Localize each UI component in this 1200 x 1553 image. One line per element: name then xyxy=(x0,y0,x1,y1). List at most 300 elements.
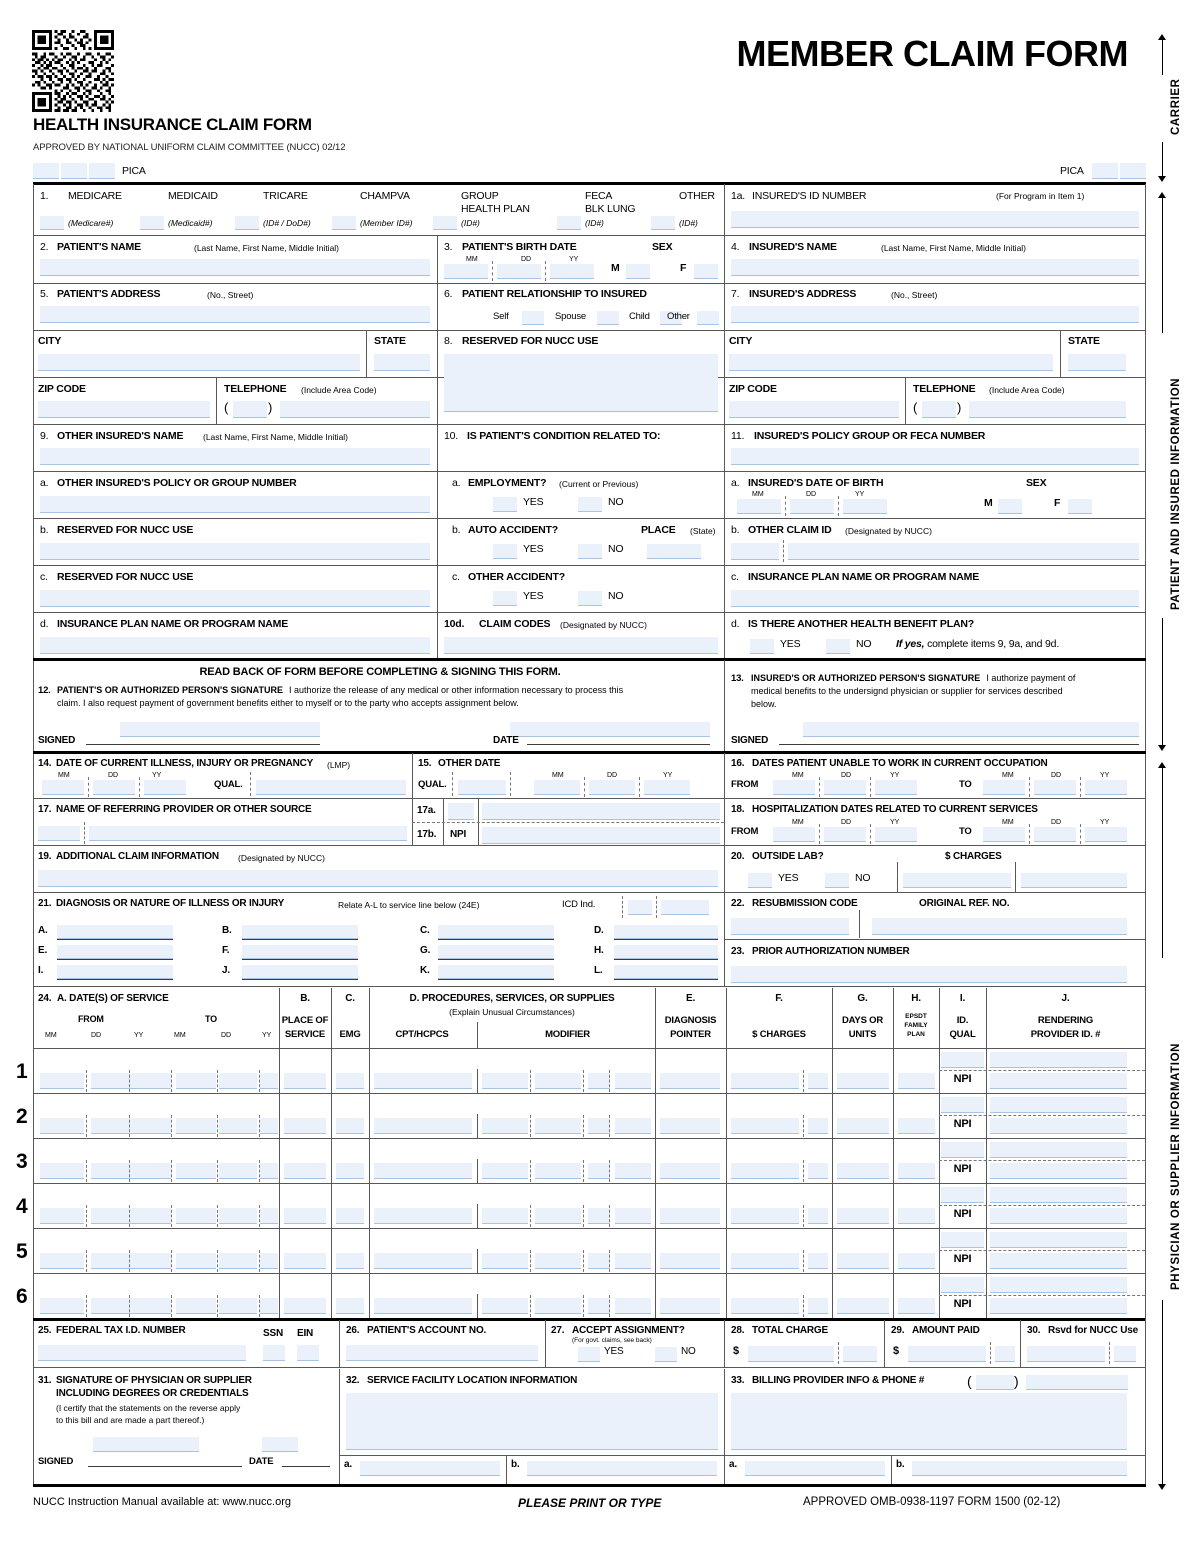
item11-policy-group-input[interactable] xyxy=(731,448,1139,465)
service-row-modifier-input[interactable] xyxy=(615,1298,651,1314)
item17a-qualifier-input[interactable] xyxy=(448,803,474,820)
item16-to-dd-input[interactable] xyxy=(1034,780,1076,795)
item15-dd-input[interactable] xyxy=(589,780,635,795)
service-row-modifier-input[interactable] xyxy=(482,1208,528,1224)
service-row-charges-cents-input[interactable] xyxy=(808,1253,828,1269)
item5-tel-number-input[interactable] xyxy=(280,401,430,418)
item6-number: 6. xyxy=(444,288,453,300)
item6-self-checkbox[interactable] xyxy=(522,311,544,325)
service-row-date-input[interactable] xyxy=(260,1298,278,1314)
item33b-other-id-input[interactable] xyxy=(912,1461,1127,1476)
service-row-modifier-input[interactable] xyxy=(482,1118,528,1134)
item20-charges-dollars-input[interactable] xyxy=(903,873,1011,888)
item24-col-G-letter: G. xyxy=(857,993,868,1004)
item13-text-line1: I authorize payment of xyxy=(986,673,1076,683)
service-row-epsdt-input[interactable] xyxy=(898,1208,935,1224)
service-row-days-units-input[interactable] xyxy=(837,1118,889,1134)
sig-col-split xyxy=(724,660,725,751)
pica-left-box-2[interactable] xyxy=(61,163,87,179)
item12-signed-input[interactable] xyxy=(120,722,320,737)
item30-reserved-input-2[interactable] xyxy=(1114,1346,1136,1362)
service-row-charges-dollars-input[interactable] xyxy=(731,1073,799,1089)
item14-mm-input[interactable] xyxy=(42,780,84,795)
item4-insured-name-input[interactable] xyxy=(731,259,1139,276)
service-row-date-input[interactable] xyxy=(40,1298,84,1314)
service-row-col-divider xyxy=(279,1228,280,1273)
service-row-date-input[interactable] xyxy=(40,1253,84,1269)
service-row-charges-cents-input[interactable] xyxy=(808,1163,828,1179)
service-row-date-input[interactable] xyxy=(40,1073,84,1089)
service-row-modifier-input[interactable] xyxy=(588,1298,610,1314)
item13-signed-input[interactable] xyxy=(803,722,1139,737)
item9c-reserved-input[interactable] xyxy=(40,590,430,607)
item11b-other-claim-id-input[interactable] xyxy=(788,543,1139,560)
item12-date-input[interactable] xyxy=(510,722,710,737)
service-row-epsdt-input[interactable] xyxy=(898,1298,935,1314)
pica-left-box-3[interactable] xyxy=(89,163,115,179)
item1-feca-checkbox[interactable] xyxy=(557,216,581,230)
service-row-diagnosis-pointer-input[interactable] xyxy=(660,1208,720,1224)
item27-number: 27. xyxy=(551,1325,565,1336)
item2-patient-name-input[interactable] xyxy=(40,259,430,276)
service-row-rendering-provider-input[interactable] xyxy=(990,1208,1127,1224)
service-row-col-divider xyxy=(893,1093,894,1138)
item5-state-input[interactable] xyxy=(374,354,430,371)
service-row-date-input[interactable] xyxy=(219,1163,257,1179)
service-row-days-units-input[interactable] xyxy=(837,1253,889,1269)
item18-to-yy-input[interactable] xyxy=(1085,827,1127,842)
item5-tel-area-input[interactable] xyxy=(233,401,267,418)
service-row-modifier-input[interactable] xyxy=(588,1118,610,1134)
service-row-emg-input[interactable] xyxy=(336,1253,364,1269)
service-row-cpt-modifier-divider xyxy=(477,1114,478,1138)
item10b-place-state-input[interactable] xyxy=(647,544,701,559)
item33-phone-area-input[interactable] xyxy=(976,1375,1014,1390)
item28-total-cents-input[interactable] xyxy=(843,1346,877,1362)
item11a-sex-male-checkbox[interactable] xyxy=(998,499,1022,514)
item11a-dob-yy-input[interactable] xyxy=(843,499,887,514)
service-row-rendering-provider-input[interactable] xyxy=(990,1163,1127,1179)
rule-r7 xyxy=(33,518,1145,519)
service-row-date-input[interactable] xyxy=(133,1073,171,1089)
service-row-place-of-service-input[interactable] xyxy=(284,1118,326,1134)
service-row-col-divider xyxy=(726,1183,727,1228)
item20-label: OUTSIDE LAB? xyxy=(752,851,824,862)
service-row-diagnosis-pointer-input[interactable] xyxy=(660,1073,720,1089)
item21-icd-ind-input-1[interactable] xyxy=(628,900,652,915)
item29-amount-dollars-input[interactable] xyxy=(908,1346,986,1362)
service-row-date-input[interactable] xyxy=(219,1073,257,1089)
item14-yy-input[interactable] xyxy=(144,780,186,795)
item18-to-mm-label: MM xyxy=(1002,819,1014,826)
item18-from-yy-input[interactable] xyxy=(875,827,917,842)
service-row-cpt-input[interactable] xyxy=(374,1073,472,1089)
service-row-col-divider xyxy=(726,1273,727,1318)
item7-insured-address-input[interactable] xyxy=(731,306,1139,323)
item1-tricare-qual: (ID# / DoD#) xyxy=(263,218,311,228)
item1-medicare-checkbox[interactable] xyxy=(40,216,64,230)
service-row-date-input[interactable] xyxy=(260,1118,278,1134)
item32a-npi-input[interactable] xyxy=(360,1461,500,1476)
service-row-supplemental-qual[interactable] xyxy=(941,1232,984,1248)
item21-code-L-input[interactable] xyxy=(614,965,718,979)
service-row-modifier-input[interactable] xyxy=(615,1118,651,1134)
item24-col-I-letter: I. xyxy=(959,993,966,1004)
service-row-col-divider xyxy=(331,1228,332,1273)
item6-spouse-checkbox[interactable] xyxy=(597,311,619,325)
service-row-charges-cents-input[interactable] xyxy=(808,1298,828,1314)
service-row-days-units-input[interactable] xyxy=(837,1298,889,1314)
item3-birthdate-yy-input[interactable] xyxy=(550,264,594,279)
service-row-date-input[interactable] xyxy=(40,1208,84,1224)
service-row-date-input[interactable] xyxy=(133,1208,171,1224)
pica-right-box-2[interactable] xyxy=(1120,163,1146,179)
item14-dd-input[interactable] xyxy=(93,780,135,795)
service-row-supplemental-qual[interactable] xyxy=(941,1097,984,1113)
service-row-place-of-service-input[interactable] xyxy=(284,1163,326,1179)
service-row-modifier-input[interactable] xyxy=(535,1073,581,1089)
item18-number: 18. xyxy=(731,804,745,815)
item27-yes-checkbox[interactable] xyxy=(578,1347,600,1362)
service-row-supplemental-id[interactable] xyxy=(990,1232,1127,1248)
item9d-plan-name-input[interactable] xyxy=(40,637,430,654)
service-row-modifier-input[interactable] xyxy=(615,1253,651,1269)
service-row-modifier-input[interactable] xyxy=(588,1163,610,1179)
service-row-modifier-input[interactable] xyxy=(535,1118,581,1134)
item10c-no-checkbox[interactable] xyxy=(578,591,602,606)
item9a-policy-input[interactable] xyxy=(40,496,430,513)
item29-amount-cents-input[interactable] xyxy=(995,1346,1015,1362)
service-row-place-of-service-input[interactable] xyxy=(284,1073,326,1089)
service-row-rendering-provider-input[interactable] xyxy=(990,1118,1127,1134)
item32b-other-id-input[interactable] xyxy=(527,1461,717,1476)
service-row-modifier-input[interactable] xyxy=(482,1163,528,1179)
service-row-date-input[interactable] xyxy=(133,1253,171,1269)
service-row-supplemental-id[interactable] xyxy=(990,1097,1127,1113)
service-row-date-input[interactable] xyxy=(219,1253,257,1269)
item12-read-back: READ BACK OF FORM BEFORE COMPLETING & SIGNING THIS FORM. xyxy=(199,666,561,678)
service-row-diagnosis-pointer-input[interactable] xyxy=(660,1163,720,1179)
item16-from-dd-input[interactable] xyxy=(824,780,866,795)
footer-right-text: APPROVED OMB-0938-1197 FORM 1500 (02-12) xyxy=(803,1496,1061,1508)
item16-to-mm-input[interactable] xyxy=(983,780,1025,795)
item14-label: DATE OF CURRENT ILLNESS, INJURY OR PREGNANCY xyxy=(56,758,314,769)
item10d-claim-codes-input[interactable] xyxy=(444,637,718,654)
item5-city-input[interactable] xyxy=(38,354,360,371)
service-row-date-input[interactable] xyxy=(133,1118,171,1134)
service-row-rendering-provider-input[interactable] xyxy=(990,1253,1127,1269)
service-row-modifier-input[interactable] xyxy=(615,1073,651,1089)
item10a-yes-checkbox[interactable] xyxy=(493,497,517,512)
service-row-modifier-input[interactable] xyxy=(588,1208,610,1224)
service-row-modifier-input[interactable] xyxy=(588,1073,610,1089)
item20-yes-checkbox[interactable] xyxy=(748,873,772,888)
service-row-emg-input[interactable] xyxy=(336,1298,364,1314)
item21-code-G-input[interactable] xyxy=(438,945,554,959)
item11d-no-checkbox[interactable] xyxy=(826,639,850,654)
service-row-charges-cents-input[interactable] xyxy=(808,1208,828,1224)
item24-col-H-line2: FAMILY xyxy=(904,1022,928,1029)
item26-account-no-input[interactable] xyxy=(346,1345,538,1361)
service-row-emg-input[interactable] xyxy=(336,1073,364,1089)
item9b-reserved-input[interactable] xyxy=(40,543,430,560)
item28-total-dollars-input[interactable] xyxy=(748,1346,834,1362)
service-row-modifier-input[interactable] xyxy=(535,1298,581,1314)
item1a-insured-id-input[interactable] xyxy=(731,211,1139,228)
item11a-sex-female-checkbox[interactable] xyxy=(1068,499,1092,514)
item25-ein-checkbox[interactable] xyxy=(297,1345,319,1361)
item7-city-input[interactable] xyxy=(729,354,1053,371)
service-row-date-input[interactable] xyxy=(176,1298,216,1314)
item20-no-checkbox[interactable] xyxy=(825,873,849,888)
item32-facility-location-input[interactable] xyxy=(346,1393,718,1450)
item24-col-C-letter: C. xyxy=(345,993,355,1004)
item21-code-H-input[interactable] xyxy=(614,945,718,959)
item7-hint: (No., Street) xyxy=(891,290,938,300)
service-row-date-input[interactable] xyxy=(260,1208,278,1224)
item6-child-label: Child xyxy=(629,311,650,322)
service-row-charges-dollars-input[interactable] xyxy=(731,1118,799,1134)
service-row-emg-input[interactable] xyxy=(336,1208,364,1224)
service-row-modifier-input[interactable] xyxy=(535,1208,581,1224)
service-row-supplemental-id[interactable] xyxy=(990,1277,1127,1293)
item8-reserved-input[interactable] xyxy=(444,354,718,412)
item1-feca-qual: (ID#) xyxy=(585,218,604,228)
item6-spouse-label: Spouse xyxy=(555,311,587,322)
item15-qual-input[interactable] xyxy=(458,780,506,795)
item21-code-D-input[interactable] xyxy=(614,925,718,939)
item11a-yy-label: YY xyxy=(855,491,865,498)
item30-reserved-input-1[interactable] xyxy=(1027,1346,1105,1362)
service-row-col-divider xyxy=(331,1048,332,1093)
item11d-yes-checkbox[interactable] xyxy=(750,639,774,654)
service-row-charges-dollars-input[interactable] xyxy=(731,1253,799,1269)
service-row-emg-input[interactable] xyxy=(336,1163,364,1179)
item33-phone-number-input[interactable] xyxy=(1026,1375,1128,1390)
service-row-cpt-input[interactable] xyxy=(374,1208,472,1224)
service-row-date-input[interactable] xyxy=(176,1118,216,1134)
item10-number: 10. xyxy=(444,430,458,442)
service-row-days-units-input[interactable] xyxy=(837,1208,889,1224)
item31-signed-input[interactable] xyxy=(93,1437,199,1452)
service-row-date-input[interactable] xyxy=(133,1298,171,1314)
item17-qualifier-input[interactable] xyxy=(38,826,80,841)
service-row-modifier-input[interactable] xyxy=(615,1163,651,1179)
service-row-date-input[interactable] xyxy=(260,1253,278,1269)
item18-from-mm-input[interactable] xyxy=(773,827,815,842)
service-row-cpt-input[interactable] xyxy=(374,1253,472,1269)
item1-tricare-checkbox[interactable] xyxy=(235,216,259,230)
service-row-supplemental-qual[interactable] xyxy=(941,1187,984,1203)
service-row-date-input[interactable] xyxy=(260,1073,278,1089)
col-split-upper xyxy=(724,184,725,658)
item18-to-mm-input[interactable] xyxy=(983,827,1025,842)
item6-other-checkbox[interactable] xyxy=(697,311,719,325)
service-row-supplemental-qual[interactable] xyxy=(941,1142,984,1158)
service-row-npi-label: NPI xyxy=(953,1253,972,1265)
service-row-date-input[interactable] xyxy=(176,1208,216,1224)
service-row-date-input[interactable] xyxy=(219,1118,257,1134)
item3-birthdate-dd-input[interactable] xyxy=(497,264,541,279)
item3-birthdate-mm-input[interactable] xyxy=(444,264,488,279)
service-row-place-of-service-input[interactable] xyxy=(284,1298,326,1314)
pica-left-box-1[interactable] xyxy=(33,163,59,179)
col-split-mid xyxy=(437,235,438,658)
service-row-npi-label: NPI xyxy=(953,1073,972,1085)
service-row-modifier-input[interactable] xyxy=(482,1253,528,1269)
col-split-26-27 xyxy=(545,1320,546,1367)
item21-code-J-input[interactable] xyxy=(242,965,358,979)
item22-resubmission-code-input[interactable] xyxy=(731,918,849,935)
service-row-diagnosis-pointer-input[interactable] xyxy=(660,1253,720,1269)
service-row-charges-dollars-input[interactable] xyxy=(731,1298,799,1314)
service-row-emg-input[interactable] xyxy=(336,1118,364,1134)
item16-from-yy-input[interactable] xyxy=(875,780,917,795)
item10a-no-checkbox[interactable] xyxy=(578,497,602,512)
service-row-cpt-input[interactable] xyxy=(374,1163,472,1179)
item33-billing-provider-input[interactable] xyxy=(731,1393,1127,1450)
service-row-cpt-input[interactable] xyxy=(374,1298,472,1314)
service-row-supplemental-qual[interactable] xyxy=(941,1277,984,1293)
service-row-modifier-input[interactable] xyxy=(615,1208,651,1224)
service-row-number: 6 xyxy=(16,1285,28,1308)
item31-date-input[interactable] xyxy=(262,1437,298,1452)
service-row-rendering-provider-input[interactable] xyxy=(990,1073,1127,1089)
item11c-plan-name-input[interactable] xyxy=(731,590,1139,607)
service-row-modifier-input[interactable] xyxy=(482,1298,528,1314)
item1-champva-checkbox[interactable] xyxy=(332,216,356,230)
item27-no-checkbox[interactable] xyxy=(655,1347,677,1362)
service-row-supplemental-id[interactable] xyxy=(990,1187,1127,1203)
item21-code-C-input[interactable] xyxy=(438,925,554,939)
service-row-date-input[interactable] xyxy=(176,1073,216,1089)
item21-code-E-input[interactable] xyxy=(57,945,173,959)
service-row-place-of-service-input[interactable] xyxy=(284,1208,326,1224)
item10b-no-checkbox[interactable] xyxy=(578,544,602,559)
item11a-dob-dd-input[interactable] xyxy=(790,499,834,514)
service-row-date-input[interactable] xyxy=(133,1163,171,1179)
item24-col-F-letter: F. xyxy=(775,993,783,1004)
service-row-epsdt-input[interactable] xyxy=(898,1253,935,1269)
service-row-place-of-service-input[interactable] xyxy=(284,1253,326,1269)
item22-original-ref-input[interactable] xyxy=(872,918,1127,935)
item11a-dob-mm-input[interactable] xyxy=(737,499,781,514)
item14-qual-input[interactable] xyxy=(256,780,406,795)
service-row-epsdt-input[interactable] xyxy=(898,1118,935,1134)
item21-code-I-input[interactable] xyxy=(57,965,173,979)
item9b-number: b. xyxy=(40,524,49,536)
item11b-qualifier-input[interactable] xyxy=(731,543,779,560)
item5-zip-input[interactable] xyxy=(38,401,210,418)
item7-tel-number-input[interactable] xyxy=(969,401,1126,418)
service-row-supplemental-id[interactable] xyxy=(990,1142,1127,1158)
item21-code-K-input[interactable] xyxy=(438,965,554,979)
service-row-col-divider xyxy=(655,1048,656,1093)
service-row-date-input[interactable] xyxy=(260,1163,278,1179)
service-row-charges-dollars-input[interactable] xyxy=(731,1163,799,1179)
service-row-modifier-input[interactable] xyxy=(588,1253,610,1269)
item24-to-dd-label: DD xyxy=(221,1032,232,1039)
item21-icd-ind-input-2[interactable] xyxy=(661,900,709,915)
item15-yy-input[interactable] xyxy=(644,780,690,795)
item1-group-checkbox[interactable] xyxy=(433,216,457,230)
item1-other-checkbox[interactable] xyxy=(651,216,675,230)
item5-patient-address-input[interactable] xyxy=(40,306,430,323)
service-row-cpt-input[interactable] xyxy=(374,1118,472,1134)
item19-additional-claim-input[interactable] xyxy=(38,870,718,887)
item11a-m-label: M xyxy=(984,497,993,509)
item1-medicare-qual: (Medicare#) xyxy=(68,218,114,228)
service-row-modifier-input[interactable] xyxy=(535,1253,581,1269)
item33a-npi-input[interactable] xyxy=(745,1461,885,1476)
service-row-supplemental-id[interactable] xyxy=(990,1052,1127,1068)
item3-sex-male-checkbox[interactable] xyxy=(626,264,650,279)
item17a-id-input[interactable] xyxy=(482,803,720,820)
item31-date-label: DATE xyxy=(249,1456,274,1467)
item24-from-yy-label: YY xyxy=(134,1032,144,1039)
item17-referring-provider-input[interactable] xyxy=(89,826,407,841)
service-row-modifier-input[interactable] xyxy=(482,1073,528,1089)
item3-sex-female-checkbox[interactable] xyxy=(694,264,718,279)
service-row-date-input[interactable] xyxy=(219,1208,257,1224)
item19-label: ADDITIONAL CLAIM INFORMATION xyxy=(56,851,219,862)
service-row-charges-dollars-input[interactable] xyxy=(731,1208,799,1224)
item20-charges-cents-input[interactable] xyxy=(1021,873,1127,888)
item17b-npi-input[interactable] xyxy=(482,827,720,844)
item23-prior-auth-input[interactable] xyxy=(731,966,1127,983)
service-row-date-input[interactable] xyxy=(40,1118,84,1134)
service-row-modifier-input[interactable] xyxy=(535,1163,581,1179)
item11b-number: b. xyxy=(731,524,740,536)
service-row-rendering-provider-input[interactable] xyxy=(990,1298,1127,1314)
service-row-epsdt-input[interactable] xyxy=(898,1073,935,1089)
item9-other-insured-name-input[interactable] xyxy=(40,448,430,465)
item10c-yes-checkbox[interactable] xyxy=(493,591,517,606)
item1-medicaid-checkbox[interactable] xyxy=(140,216,164,230)
item15-mm-input[interactable] xyxy=(534,780,580,795)
service-row-diagnosis-pointer-input[interactable] xyxy=(660,1118,720,1134)
item7-tel-area-input[interactable] xyxy=(922,401,956,418)
service-row-date-input[interactable] xyxy=(176,1163,216,1179)
service-row-days-units-input[interactable] xyxy=(837,1163,889,1179)
item18-to-dd-input[interactable] xyxy=(1034,827,1076,842)
service-row-supplemental-qual[interactable] xyxy=(941,1052,984,1068)
item25-tax-id-input[interactable] xyxy=(38,1345,246,1361)
service-row-date-input[interactable] xyxy=(176,1253,216,1269)
item21-code-F-label: F. xyxy=(222,945,230,956)
item16-from-mm-input[interactable] xyxy=(773,780,815,795)
item21-code-F-input[interactable] xyxy=(242,945,358,959)
service-row-charges-cents-input[interactable] xyxy=(808,1118,828,1134)
item18-from-dd-input[interactable] xyxy=(824,827,866,842)
service-row-days-units-input[interactable] xyxy=(837,1073,889,1089)
service-row-date-input[interactable] xyxy=(40,1163,84,1179)
item24-col-B-letter: B. xyxy=(300,993,310,1004)
item7-zip-input[interactable] xyxy=(729,401,899,418)
pica-right-box-1[interactable] xyxy=(1092,163,1118,179)
service-row-diagnosis-pointer-input[interactable] xyxy=(660,1298,720,1314)
item21-code-A-input[interactable] xyxy=(57,925,173,939)
item16-to-yy-input[interactable] xyxy=(1085,780,1127,795)
service-row-date-input[interactable] xyxy=(219,1298,257,1314)
item10b-yes-checkbox[interactable] xyxy=(493,544,517,559)
item25-ssn-checkbox[interactable] xyxy=(263,1345,285,1361)
service-row-charges-cents-input[interactable] xyxy=(808,1073,828,1089)
service-row-cpt-modifier-divider xyxy=(477,1204,478,1228)
item21-code-B-input[interactable] xyxy=(242,925,358,939)
service-row-epsdt-input[interactable] xyxy=(898,1163,935,1179)
item7-state-input[interactable] xyxy=(1068,354,1126,371)
